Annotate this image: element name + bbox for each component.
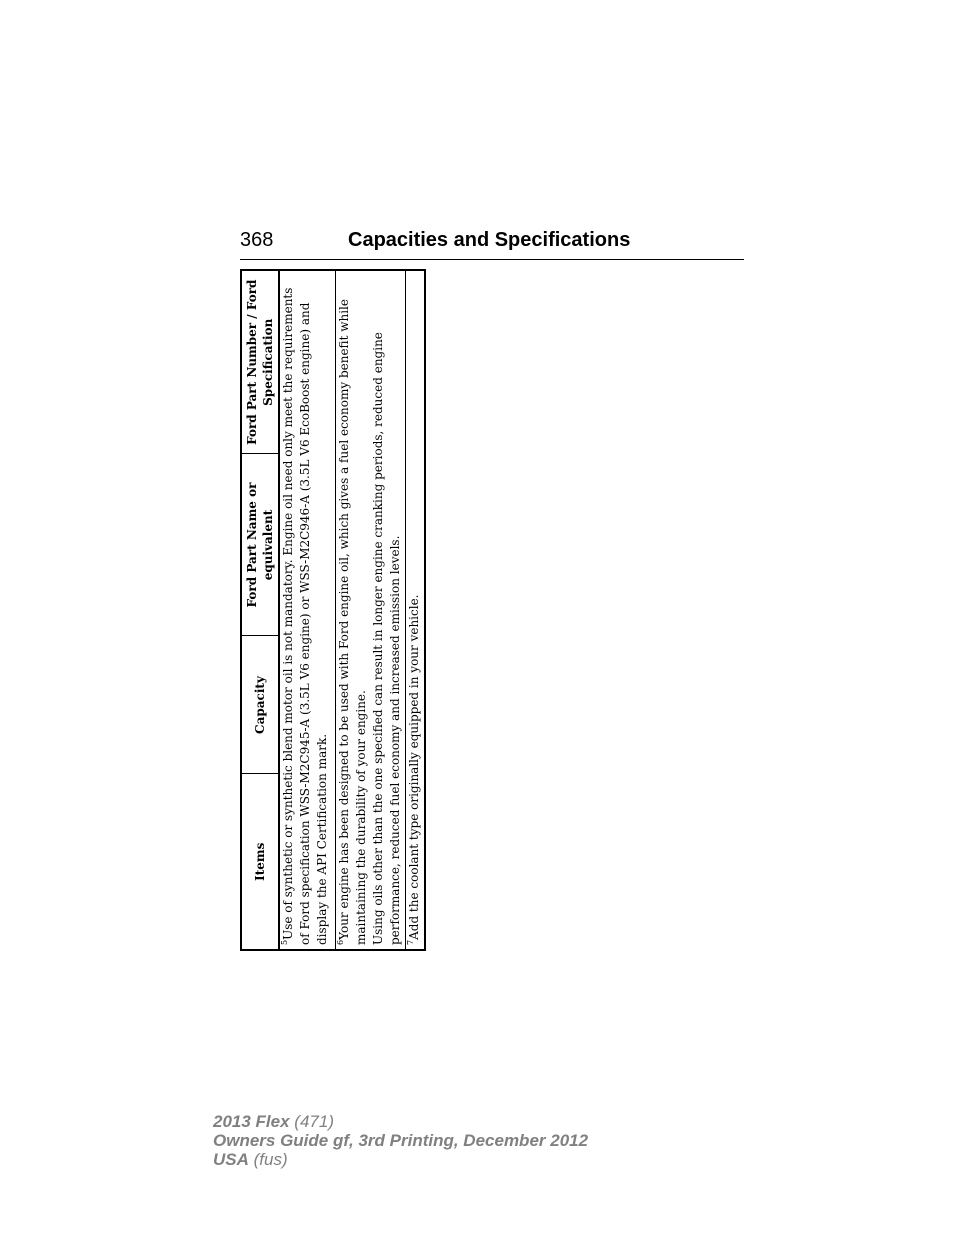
footnote-6	[336, 270, 406, 950]
page-footer	[213, 1112, 588, 1169]
footer-region-code: (fus)	[253, 1150, 288, 1169]
table-header-row	[241, 270, 279, 950]
column-header-items: Items	[241, 774, 279, 950]
footnote-text-continued: Using oils other than the one specified can result in longer engine cranking periods, reduced engine performance, reduced fuel economy and increased emission levels.	[371, 332, 403, 945]
footnote-marker: 6	[336, 939, 346, 945]
footer-line-model	[213, 1112, 588, 1131]
footer-line-region	[213, 1150, 588, 1169]
footer-model: 2013 Flex	[213, 1112, 290, 1131]
footnote-5	[279, 270, 335, 950]
footnote-text: Your engine has been designed to be used with Ford engine oil, which gives a fuel economy benefit while maintaining the durability of your engine.	[337, 299, 369, 945]
rotated-table-wrapper	[240, 271, 426, 951]
chapter-title: Capacities and Specifications	[348, 229, 631, 251]
column-header-part-name: Ford Part Name or equivalent	[241, 454, 279, 636]
footnote-7	[405, 270, 425, 950]
column-header-part-number: Ford Part Number / Ford Specification	[241, 270, 279, 454]
footnote-text: Add the coolant type originally equipped in your vehicle.	[406, 594, 421, 940]
header-rule	[240, 259, 744, 260]
footer-model-code: (471)	[294, 1112, 334, 1131]
table-row	[405, 270, 425, 950]
footer-region: USA	[213, 1150, 249, 1169]
footer-line-guide	[213, 1131, 588, 1150]
capacities-table	[240, 269, 426, 951]
table-row	[336, 270, 406, 950]
column-header-capacity: Capacity	[241, 636, 279, 774]
footnote-text: Use of synthetic or synthetic blend motor oil is not mandatory. Engine oil need only meet the requirements of Ford specification WSS-M2C945-A (3.5L V6 engine) or WSS-M2C946-A (3.5L V6 EcoBoost engine) and display the API Certification mark.	[281, 287, 330, 945]
footnote-marker: 5	[280, 939, 290, 945]
page-number: 368	[240, 229, 274, 251]
footnote-marker: 7	[405, 939, 415, 945]
footer-guide: Owners Guide gf, 3rd Printing, December 2012	[213, 1131, 589, 1150]
table-row	[279, 270, 335, 950]
